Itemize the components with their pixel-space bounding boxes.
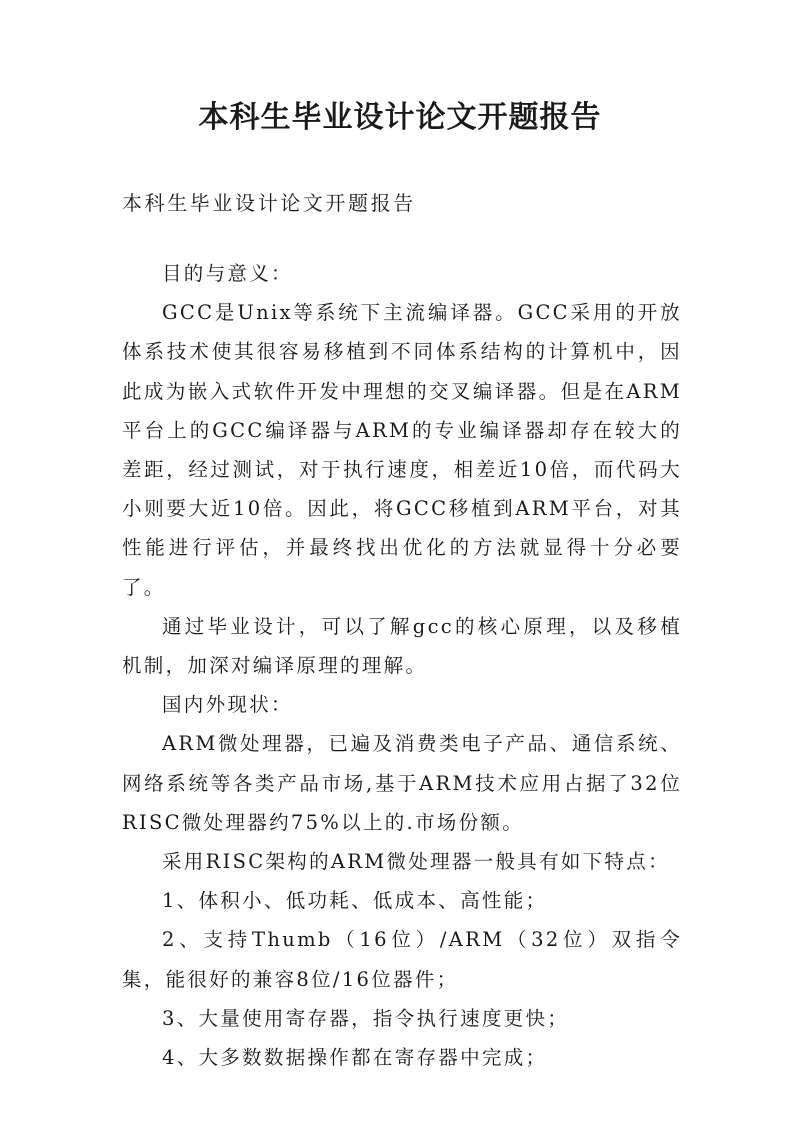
document-body xyxy=(122,254,682,1077)
paragraph-risc-features: 采用RISC架构的ARM微处理器一般具有如下特点： xyxy=(162,850,670,874)
document-title: 本科生毕业设计论文开题报告 xyxy=(198,100,602,135)
list-item-1: 1、体积小、低功耗、低成本、高性能； xyxy=(162,889,548,913)
heading-purpose: 目的与意义： xyxy=(162,262,293,285)
paragraph-arm-market: ARM微处理器，已遍及消费类电子产品、通信系统、网络系统等各类产品市场,基于ARM技术应用占据了32位RISC微处理器约75%以上的.市场份额。 xyxy=(122,732,682,834)
heading-status: 国内外现状： xyxy=(162,693,293,717)
paragraph-gcc-intro: GCC是Unix等系统下主流编译器。GCC采用的开放体系技术使其很容易移植到不同体系结构的计算机中，因此成为嵌入式软件开发中理想的交叉编译器。但是在ARM平台上的GCC编译器与ARM的专业编译器却存在较大的差距，经过测试，对于执行速度，相差近10倍，而代码大小则要大近10倍。因此，将GCC移植到ARM平台，对其性能进行评估，并最终找出优化的方法就显得十分必要了。 xyxy=(122,301,682,599)
list-item-3: 3、大量使用寄存器，指令执行速度更快； xyxy=(162,1006,570,1030)
paragraph-goal: 通过毕业设计，可以了解gcc的核心原理，以及移植机制，加深对编译原理的理解。 xyxy=(122,614,682,678)
list-item-4: 4、大多数数据操作都在寄存器中完成； xyxy=(162,1046,548,1070)
list-item-2: 2、支持Thumb（16位）/ARM（32位）双指令集，能很好的兼容8位/16位器件； xyxy=(122,928,682,991)
document-subtitle: 本科生毕业设计论文开题报告 xyxy=(122,191,416,215)
